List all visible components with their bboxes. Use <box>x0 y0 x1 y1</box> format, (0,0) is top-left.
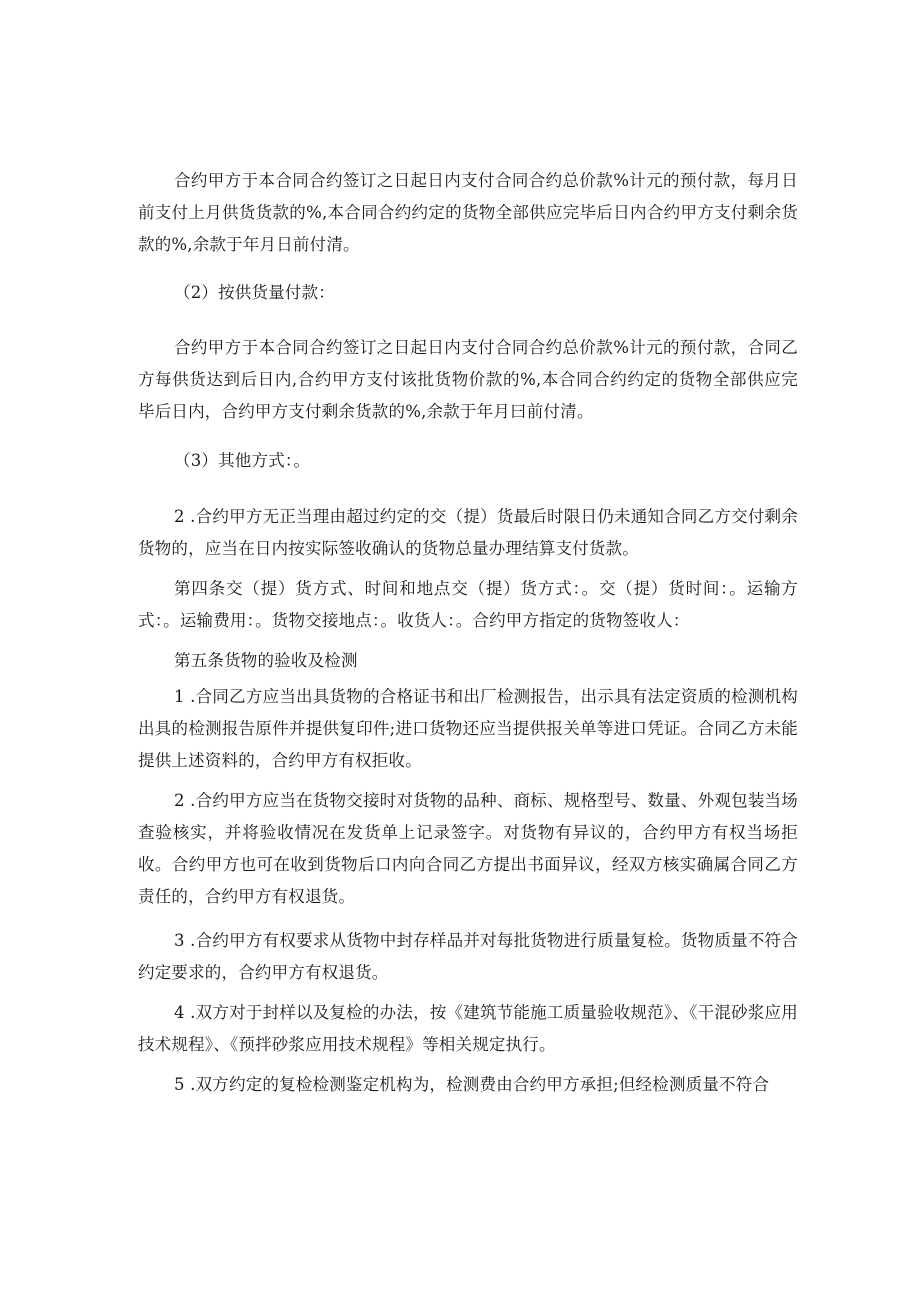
paragraph-testing-agency: 5 .双方约定的复检检测鉴定机构为，检测费由合约甲方承担;但经检测质量不符合 <box>174 1075 770 1094</box>
paragraph-advance-payment-by-quantity: 合约甲方于本合同合约签订之日起日内支付合同合约总价款%计元的预付款，合同乙方每供货达到后日内,合约甲方支付该批货物价款的%,本合同合约约定的货物全部供应完毕后日内，合约甲方支付剩余货款的%,余款于年月曰前付清。 <box>138 338 798 421</box>
paragraph-article-five-title: 第五条货物的验收及检测 <box>174 651 358 670</box>
paragraph-standards: 4 .双方对于封样以及复检的办法，按《建筑节能施工质量验收规范》、《干混砂浆应用技术规程》、《预拌砂浆应用技术规程》等相关规定执行。 <box>138 1003 798 1054</box>
paragraph-heading-other-methods: （3）其他方式：。 <box>174 451 311 470</box>
paragraph-certificates: 1 .合同乙方应当出具货物的合格证书和出厂检测报告，出示具有法定资质的检测机构出具的检测报告原件并提供复印件;进口货物还应当提供报关单等进口凭证。合同乙方未能提供上述资料的，合约甲方有权拒收。 <box>138 687 798 770</box>
paragraph-heading-by-quantity: （2）按供货量付款： <box>174 283 335 302</box>
paragraph-sample-retest: 3 .合约甲方有权要求从货物中封存样品并对每批货物进行质量复检。货物质量不符合约定要求的，合约甲方有权退货。 <box>138 931 798 982</box>
paragraph-overdue-settlement: 2 .合约甲方无正当理由超过约定的交（提）货最后时限日仍未通知合同乙方交付剩余货物的，应当在日内按实际签收确认的货物总量办理结算支付货款。 <box>138 507 798 558</box>
paragraph-inspection-on-delivery: 2 .合约甲方应当在货物交接时对货物的品种、商标、规格型号、数量、外观包装当场查验核实，并将验收情况在发货单上记录签字。对货物有异议的，合约甲方有权当场拒收。合约甲方也可在收到货物后口内向合同乙方提出书面异议，经双方核实确属合同乙方责任的，合约甲方有权退货。 <box>138 791 798 906</box>
paragraph-article-four-delivery: 第四条交（提）货方式、时间和地点交（提）货方式：。交（提）货时间：。运输方式：。运输费用：。货物交接地点：。收货人：。合约甲方指定的货物签收人： <box>138 579 798 630</box>
paragraph-advance-payment-monthly: 合约甲方于本合同合约签订之日起日内支付合同合约总价款%计元的预付款，每月日前支付上月供货货款的%,本合同合约约定的货物全部供应完毕后日内合约甲方支付剩余货款的%,余款于年月日前付清。 <box>138 171 798 254</box>
